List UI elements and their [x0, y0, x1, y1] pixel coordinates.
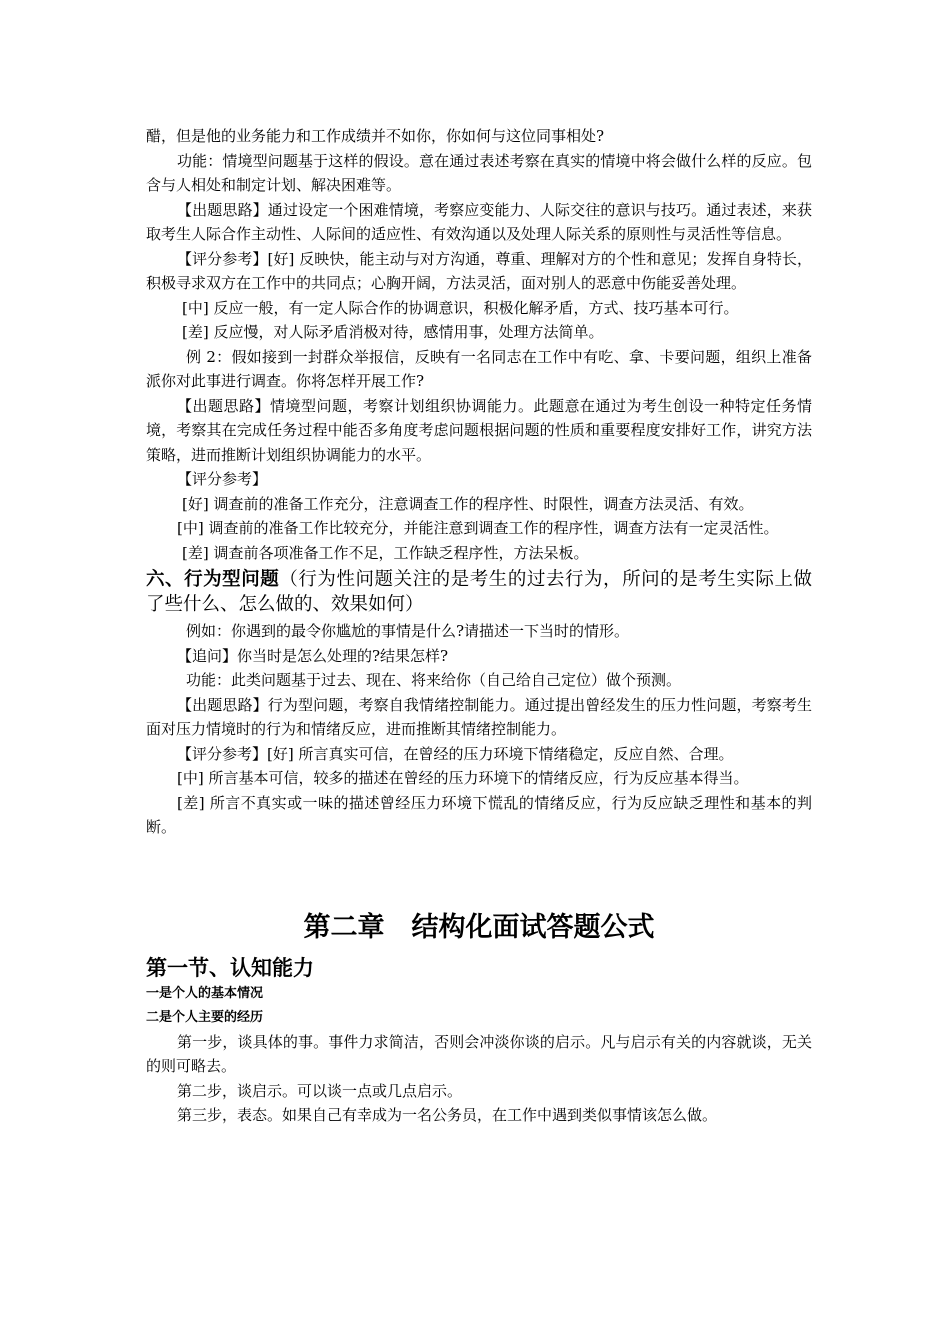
step-paragraph: 第二步，谈启示。可以谈一点或几点启示。 [177, 1081, 463, 1100]
paragraph: [好] 调查前的准备工作充分，注意调查工作的程序性、时限性，调查方法灵活、有效。 [182, 494, 754, 513]
subheading: 一是个人的基本情况 [146, 985, 264, 1001]
paragraph: 功能：情境型问题基于这样的假设。意在通过表述考察在真实的情境中将会做什么样的反应。包含与人相处和制定计划、解决困难等。 [146, 151, 812, 194]
subheading: 二是个人主要的经历 [146, 1009, 264, 1025]
chapter-title: 第二章 结构化面试答题公式 [303, 911, 655, 943]
paragraph: [中] 反应一般，有一定人际合作的协调意识，积极化解矛盾，方式、技巧基本可行。 [182, 298, 739, 317]
paragraph: [差] 反应慢，对人际矛盾消极对待，感情用事，处理方法简单。 [182, 323, 604, 341]
paragraph: 【出题思路】通过设定一个困难情境，考察应变能力、人际交往的意识与技巧。通过表述，来获取考生人际合作主动性、人际间的适应性、有效沟通以及处理人际关系的原则性与灵活性等信息。 [146, 200, 812, 243]
paragraph: [中] 所言基本可信，较多的描述在曾经的压力环境下的情绪反应，行为反应基本得当。 [177, 769, 749, 787]
paragraph: 例 2：假如接到一封群众举报信，反映有一名同志在工作中有吃、拿、卡要问题，组织上准备派你对此事进行调查。你将怎样开展工作? [146, 347, 812, 390]
paragraph: 功能：此类问题基于过去、现在、将来给你（自己给自己定位）做个预测。 [186, 671, 682, 689]
section-heading-note: （行为性问题关注的是考生的过去行为，所问的是考生实际上做了些什么、怎么做的、效果如何） [146, 569, 812, 615]
document-page [146, 124, 812, 1128]
paragraph: [差] 调查前各项准备工作不足，工作缺乏程序性，方法呆板。 [182, 543, 589, 562]
paragraph: 【出题思路】情境型问题，考察计划组织协调能力。此题意在通过为考生创设一种特定任务情境，考察其在完成任务过程中能否多角度考虑问题根据问题的性质和重要程度安排好工作，讲究方法策略，进而推断计划组织协调能力的水平。 [146, 396, 812, 464]
paragraph: [差] 所言不真实或一味的描述曾经压力环境下慌乱的情绪反应，行为反应缺乏理性和基本的判断。 [146, 793, 812, 836]
section-heading-title: 六、行为型问题 [146, 569, 280, 590]
paragraph: 【评分参考】 [177, 470, 268, 488]
paragraph: 【追问】你当时是怎么处理的?结果怎样? [177, 646, 449, 665]
paragraph: 【出题思路】行为型问题，考察自我情绪控制能力。通过提出曾经发生的压力性问题，考察考生面对压力情境时的行为和情绪反应，进而推断其情绪控制能力。 [146, 695, 812, 738]
paragraph: 【评分参考】[好] 反映快，能主动与对方沟通，尊重、理解对方的个性和意见；发挥自身特长，积极寻求双方在工作中的共同点；心胸开阔，方法灵活，面对别人的恶意中伤能妥善处理。 [146, 249, 812, 292]
paragraph: 例如：你遇到的最令你尴尬的事情是什么?请描述一下当时的情形。 [186, 622, 630, 640]
section-title: 第一节、认知能力 [146, 955, 314, 980]
step-paragraph: 第一步，谈具体的事。事件力求简洁，否则会冲淡你谈的启示。凡与启示有关的内容就谈，无关的则可略去。 [146, 1032, 812, 1075]
section-heading [146, 567, 812, 617]
step-paragraph: 第三步，表态。如果自己有幸成为一名公务员，在工作中遇到类似事情该怎么做。 [177, 1106, 718, 1124]
paragraph: 【评分参考】[好] 所言真实可信，在曾经的压力环境下情绪稳定，反应自然、合理。 [177, 744, 734, 763]
paragraph: 醋，但是他的业务能力和工作成绩并不如你，你如何与这位同事相处? [146, 127, 605, 145]
paragraph: [中] 调查前的准备工作比较充分，并能注意到调查工作的程序性，调查方法有一定灵活性。 [177, 519, 779, 537]
